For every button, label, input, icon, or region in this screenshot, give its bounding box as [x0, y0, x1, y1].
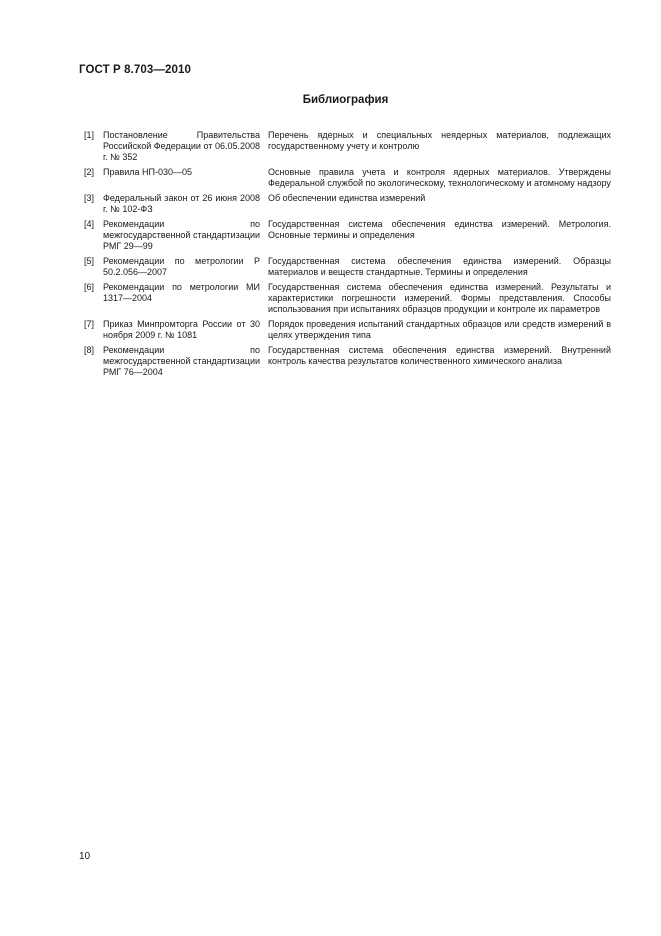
entry-source: Федеральный закон от 26 июня 2008 г. № 102-ФЗ: [103, 193, 260, 214]
entry-number: [5]: [84, 256, 95, 266]
entry-number: [6]: [84, 282, 95, 292]
entry-description: Основные правила учета и контроля ядерных материалов. Утверждены Федеральной службой по экологическому, технологическому и атомному надзору: [268, 167, 611, 188]
entry-number: [1]: [84, 130, 95, 140]
entry-description: Государственная система обеспечения единства измерений. Внутренний контроль качества результатов количественного химического анализа: [268, 345, 611, 366]
entry-source: Правила НП-030—05: [103, 167, 193, 177]
entry-source: Рекомендации по метрологии МИ 1317—2004: [103, 282, 260, 303]
entry-number: [2]: [84, 167, 95, 177]
entry-number: [7]: [84, 319, 95, 329]
bibliography-entry: [84, 167, 611, 189]
entry-number: [8]: [84, 345, 95, 355]
page-number: 10: [79, 851, 91, 862]
entry-source: Приказ Минпромторга России от 30 ноября 2009 г. № 1081: [103, 319, 260, 340]
bibliography-entry: [84, 256, 611, 278]
entry-number: [4]: [84, 219, 95, 229]
bibliography-entry: [84, 219, 611, 252]
bibliography-entry: [84, 345, 611, 378]
entry-description: Перечень ядерных и специальных неядерных материалов, подлежащих государственному учету и контролю: [268, 130, 611, 151]
bibliography-entry: [84, 130, 611, 163]
bibliography-entry: [84, 193, 611, 215]
document-code: ГОСТ Р 8.703—2010: [79, 64, 191, 76]
entry-description: Об обеспечении единства измерений: [268, 193, 426, 203]
page-title: Библиография: [302, 94, 389, 106]
bibliography-entry: [84, 282, 611, 315]
entry-description: Государственная система обеспечения единства измерений. Образцы материалов и веществ стандартные. Термины и определения: [268, 256, 611, 277]
entry-source: Рекомендации по метрологии Р 50.2.056—2007: [103, 256, 260, 277]
entry-number: [3]: [84, 193, 95, 203]
bibliography-list: [84, 130, 611, 382]
entry-source: Рекомендации по межгосударственной стандартизации РМГ 29—99: [103, 219, 260, 251]
entry-description: Государственная система обеспечения единства измерений. Метрология. Основные термины и определения: [268, 219, 611, 240]
entry-description: Порядок проведения испытаний стандартных образцов или средств измерений в целях утверждения типа: [268, 319, 611, 340]
entry-description: Государственная система обеспечения единства измерений. Результаты и характеристики погрешности измерений. Формы представления. Способы использования при испытаниях образцов продукции и контроле их параметров: [268, 282, 611, 314]
entry-source: Рекомендации по межгосударственной стандартизации РМГ 76—2004: [103, 345, 260, 377]
bibliography-entry: [84, 319, 611, 341]
entry-source: Постановление Правительства Российской Федерации от 06.05.2008 г. № 352: [103, 130, 260, 162]
